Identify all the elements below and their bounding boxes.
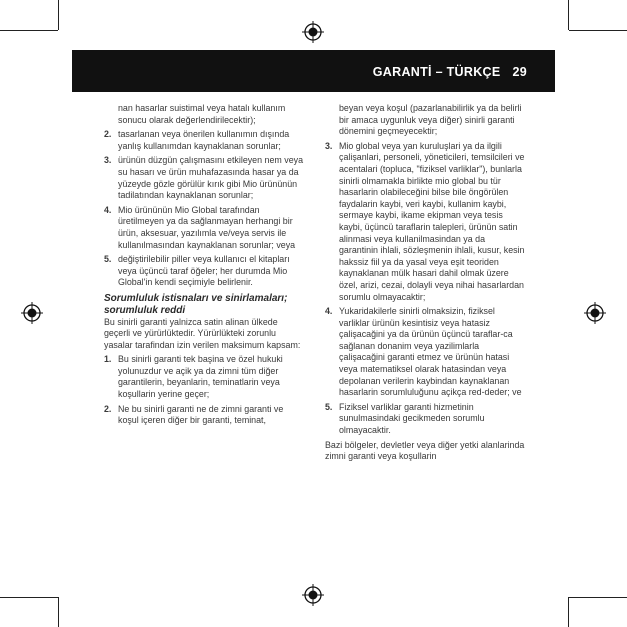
list-text: Bu sinirli garanti tek başina ve özel hukuki yolunuzdur ve açik ya da zimni tüm diğer garantilerin, beyanlarin, teminatlarin veya koşullarin yerine geçer; [118, 354, 283, 400]
section-title: GARANTİ – TÜRKÇE [372, 65, 501, 79]
list-number: 4. [104, 204, 112, 215]
list-item [104, 205, 304, 251]
registration-mark-icon [584, 302, 606, 324]
list-number: 3. [325, 140, 333, 151]
list-text: Mio ürününün Mio Global tarafından üretilmeyen ya da sağlanmayan herhangi bir ürün, aksesuar, yazılımla ve/veya servis ile kullanılmasından kaynaklanan sorunlar; veya [118, 204, 296, 250]
list-item [325, 141, 525, 303]
left-column [104, 103, 304, 430]
list-item [104, 354, 304, 400]
list-text: değiştirilebilir piller veya kullanıcı el kitapları veya üçüncü taraf öğeler; her durumda Mio Global'in kendi seçimiyle belirlenir. [118, 254, 290, 288]
crop-mark [568, 597, 569, 627]
paragraph: Bu sinirli garanti yalnizca satin alinan ülkede geçerli ve yürürlüktedir. Yürürlükteki zorunlu yasalar tarafindan izin verilen maksimum kapsam: [104, 316, 301, 350]
registration-mark-icon [302, 21, 324, 43]
crop-mark [58, 0, 59, 30]
list-number: 5. [325, 401, 333, 412]
page-header [373, 65, 527, 79]
list-number: 4. [325, 306, 333, 317]
list-number: 2. [104, 403, 112, 414]
list-number: 3. [104, 155, 112, 166]
crop-mark [569, 30, 627, 31]
list-number: 2. [104, 129, 112, 140]
crop-mark [568, 0, 569, 30]
right-column [325, 103, 525, 466]
list-number: 1. [104, 354, 112, 365]
header-band [72, 50, 555, 92]
list-number: 5. [104, 254, 112, 265]
list-text: Ne bu sinirli garanti ne de zimni garanti ve koşul içeren diğer bir garanti, teminat, [118, 403, 284, 426]
list-text: Yukaridakilerle sinirli olmaksizin, fiziksel varliklar ürünün kesintisiz veya hatasiz çalişacağini ya da ürünün üçüncü taraflar-ca sağlanan donanim veya yazilimlarla çalişacağini garanti etmez ve ürünün hatasi veya matematiksel olarak hatasindan veya depolanan verilerin kaybindan kaynaklanan hasarlarin sorumluluğunu açikça red-deder; ve [339, 306, 522, 398]
section-heading: Sorumluluk istisnaları ve sinirlamaları; sorumluluk reddi [104, 292, 288, 316]
list-item [104, 129, 304, 152]
list-item [104, 254, 304, 289]
continued-text: beyan veya koşul (pazarlanabilirlik ya da belirli bir amaca uygunluk veya diğer) sinirli garanti dönemini geçmeyecektir; [339, 103, 522, 137]
crop-mark [0, 30, 58, 31]
registration-mark-icon [21, 302, 43, 324]
list-item [104, 404, 304, 427]
list-text: tasarlanan veya önerilen kullanımın dışında yanlış kullanımdan kaynaklanan sorunlar; [118, 129, 290, 151]
list-text: ürünün düzgün çalışmasını etkileyen nem veya su hasarı ve ürün muhafazasında hasar ya da yüzeyde gözle görülür kırık gibi Mio ürününün tadilatından kaynaklanan sorunlar; [118, 155, 304, 201]
paragraph: Bazi bölgeler, devletler veya diğer yetki alanlarinda zimni garanti veya koşullarin [325, 439, 525, 462]
list-text: Fiziksel varliklar garanti hizmetinin sunulmasindaki gecikmeden sorumlu olmayacaktir. [339, 401, 485, 436]
list-item [325, 306, 525, 399]
crop-mark [58, 597, 59, 627]
crop-mark [0, 597, 58, 598]
crop-mark [569, 597, 627, 598]
registration-mark-icon [302, 584, 324, 606]
continued-text: nan hasarlar suistimal veya hatalı kullanım sonucu olarak değerlendirilecektir); [118, 103, 286, 125]
page-number: 29 [512, 65, 527, 79]
list-text: Mio global veya yan kuruluşlari ya da ilgili çalişanlari, personeli, yöneticileri, temsilcileri ve acentalari (topluca, "fiziksel varliklar"), bunlarla sinirli olmamakla birlikte mio global bu tür hasarlarin olabileceğini bilse bile öngörülen faydalarin kaybi, veri kaybi, kullanim kaybi, sermaye kaybi, ikame ekipman veya tesis kaybi, üçüncü taraflarin talepleri, ürünün satin alinmasi veya kullanilmasindan ya da garantinin ihlali, sözleşmenin ihlali, kusur, kesin hakssiz fiil ya da yasal veya eşit teoriden kaynaklanan mülk hasari dahil olmak üzere özel, arizi, cezai, dolayli veya nihai hasarlardan sorumlu olmayacaktir; [339, 140, 525, 302]
list-item [325, 402, 525, 437]
list-item [104, 155, 304, 201]
